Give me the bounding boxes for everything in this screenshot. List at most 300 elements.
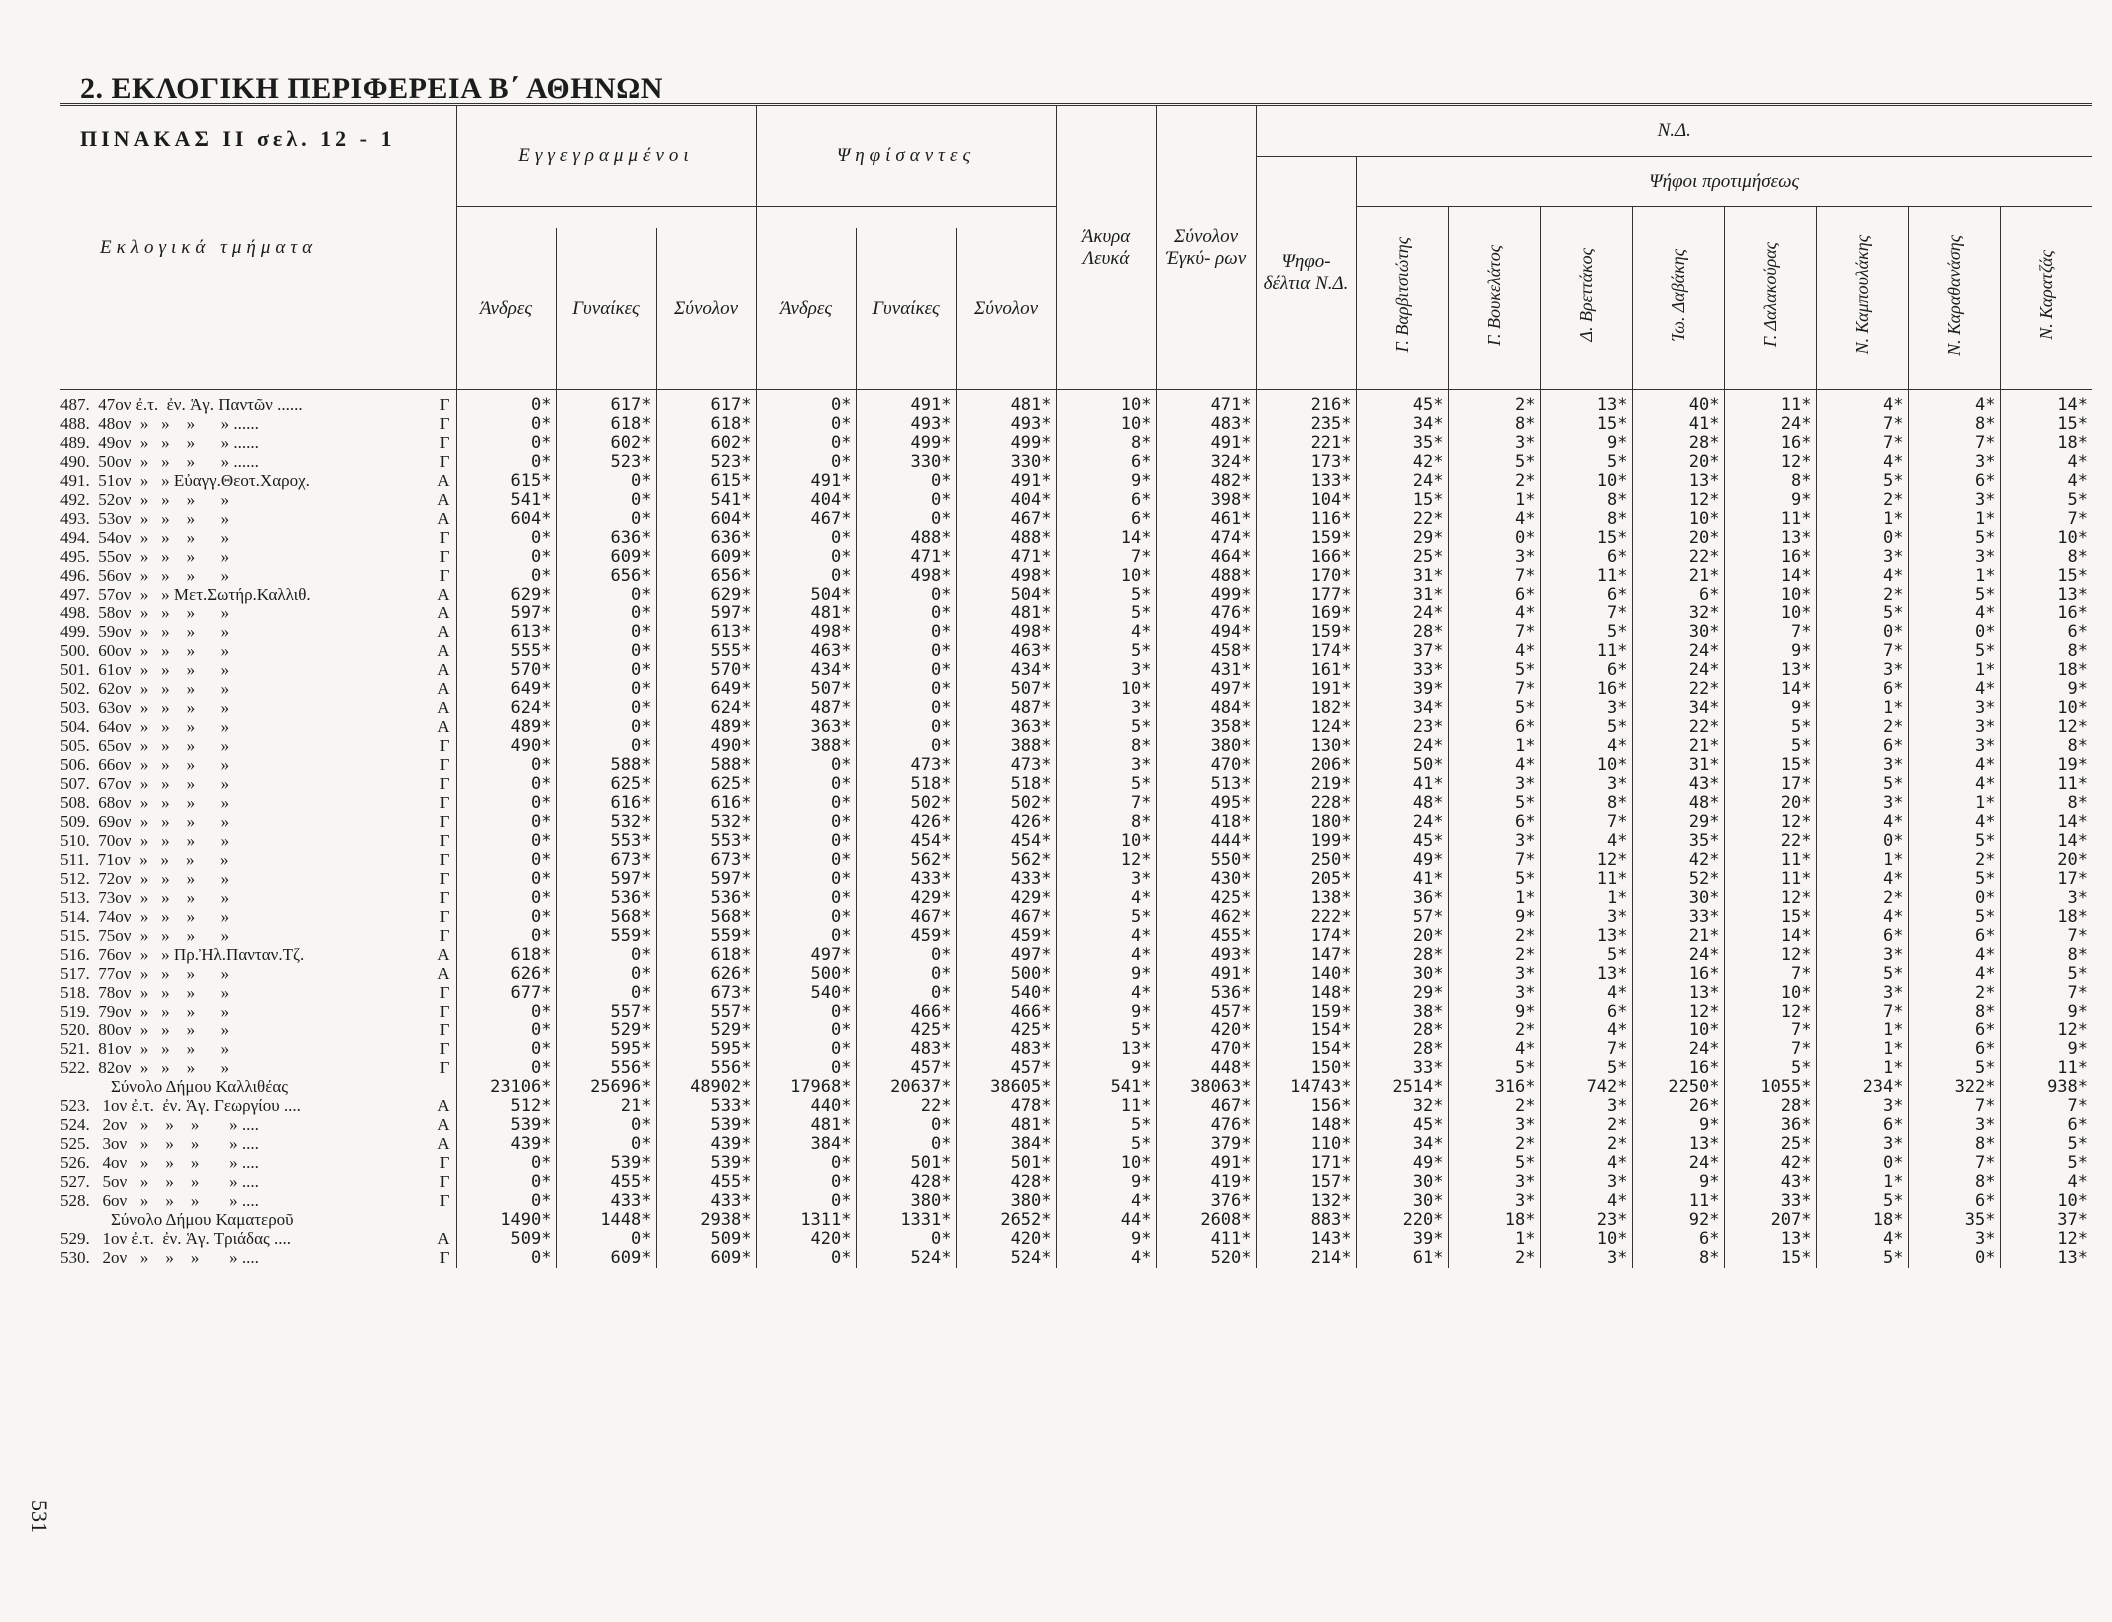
- cell-value: 7*: [1724, 1040, 1816, 1059]
- cell-value: 10*: [2000, 529, 2092, 548]
- cell-value: 7*: [1816, 1003, 1908, 1022]
- cell-value: 0*: [456, 529, 556, 548]
- cell-value: 0*: [456, 756, 556, 775]
- cell-value: 7*: [1056, 794, 1156, 813]
- cell-value: 3*: [1816, 794, 1908, 813]
- cell-value: 0*: [456, 567, 556, 586]
- row-label-cell: [60, 586, 456, 605]
- cell-value: 5*: [1056, 908, 1156, 927]
- row-label-cell: [60, 434, 456, 453]
- cell-value: 2*: [1816, 586, 1908, 605]
- cell-value: 31*: [1356, 567, 1448, 586]
- header-candidate-1: Γ. Βουκελάτος: [1448, 207, 1540, 390]
- cell-value: 4*: [1816, 813, 1908, 832]
- cell-value: 222*: [1256, 908, 1356, 927]
- cell-value: 3*: [1448, 1173, 1540, 1192]
- cell-value: 7*: [1908, 1154, 2000, 1173]
- cell-value: 15*: [1356, 491, 1448, 510]
- cell-value: 0*: [456, 548, 556, 567]
- cell-value: 6*: [1540, 586, 1632, 605]
- table-row: [60, 1249, 2092, 1268]
- cell-value: 43*: [1632, 775, 1724, 794]
- table-row: [60, 529, 2092, 548]
- cell-value: 466*: [956, 1003, 1056, 1022]
- cell-value: 473*: [956, 756, 1056, 775]
- cell-value: 12*: [1632, 1003, 1724, 1022]
- cell-value: 2*: [1448, 946, 1540, 965]
- cell-value: 24*: [1724, 415, 1816, 434]
- cell-value: 5*: [1448, 1154, 1540, 1173]
- cell-value: 21*: [1632, 927, 1724, 946]
- cell-value: 8*: [1056, 737, 1156, 756]
- cell-value: 8*: [1908, 415, 2000, 434]
- cell-value: 159*: [1256, 529, 1356, 548]
- cell-value: 553*: [556, 832, 656, 851]
- cell-value: 3*: [1540, 1249, 1632, 1268]
- cell-value: 426*: [956, 813, 1056, 832]
- cell-value: 28*: [1724, 1097, 1816, 1116]
- cell-value: 488*: [1156, 567, 1256, 586]
- cell-value: 17968*: [756, 1078, 856, 1097]
- cell-value: 473*: [856, 756, 956, 775]
- cell-value: 30*: [1632, 889, 1724, 908]
- row-label: 515. 75ον » » » »: [60, 926, 230, 945]
- row-type: Α: [437, 718, 450, 737]
- cell-value: 0*: [556, 680, 656, 699]
- cell-value: 3*: [1816, 1097, 1908, 1116]
- cell-value: 499*: [856, 434, 956, 453]
- cell-value: 499*: [956, 434, 1056, 453]
- cell-value: 37*: [2000, 1211, 2092, 1230]
- row-label-cell: [60, 1021, 456, 1040]
- cell-value: 17*: [2000, 870, 2092, 889]
- table-row: [60, 1192, 2092, 1211]
- cell-value: 216*: [1256, 390, 1356, 415]
- cell-value: 14743*: [1256, 1078, 1356, 1097]
- row-label: 524. 2ον » » » » ....: [60, 1116, 259, 1135]
- cell-value: 33*: [1356, 661, 1448, 680]
- cell-value: 6*: [1632, 586, 1724, 605]
- cell-value: 629*: [656, 586, 756, 605]
- cell-value: 0*: [556, 604, 656, 623]
- cell-value: 488*: [856, 529, 956, 548]
- cell-value: 12*: [1724, 813, 1816, 832]
- cell-value: 429*: [856, 889, 956, 908]
- cell-value: 7*: [1724, 965, 1816, 984]
- row-type: Γ: [439, 1173, 450, 1192]
- row-label: 516. 76ον » » Πρ.Ἠλ.Πανταν.Τζ.: [60, 945, 305, 964]
- cell-value: 44*: [1056, 1211, 1156, 1230]
- cell-value: 22*: [1356, 510, 1448, 529]
- cell-value: 481*: [956, 604, 1056, 623]
- row-type: Γ: [439, 414, 450, 433]
- cell-value: 500*: [956, 965, 1056, 984]
- row-type: Γ: [439, 869, 450, 888]
- cell-value: 388*: [756, 737, 856, 756]
- cell-value: 14*: [1724, 680, 1816, 699]
- cell-value: 33*: [1356, 1059, 1448, 1078]
- row-label-cell: [60, 1003, 456, 1022]
- cell-value: 493*: [1156, 946, 1256, 965]
- cell-value: 30*: [1356, 965, 1448, 984]
- cell-value: 0*: [856, 946, 956, 965]
- cell-value: 6*: [1908, 1040, 2000, 1059]
- table-row: [60, 1097, 2092, 1116]
- cell-value: 6*: [1448, 718, 1540, 737]
- row-type: Γ: [439, 926, 450, 945]
- cell-value: 132*: [1256, 1192, 1356, 1211]
- cell-value: 3*: [1908, 548, 2000, 567]
- cell-value: 7*: [1540, 604, 1632, 623]
- cell-value: 4*: [1908, 604, 2000, 623]
- row-type: Γ: [439, 888, 450, 907]
- row-label-cell: [60, 699, 456, 718]
- cell-value: 1448*: [556, 1211, 656, 1230]
- row-type: Γ: [439, 1059, 450, 1078]
- cell-value: 8*: [1540, 491, 1632, 510]
- cell-value: 518*: [856, 775, 956, 794]
- cell-value: 0*: [456, 390, 556, 415]
- cell-value: 487*: [756, 699, 856, 718]
- cell-value: 0*: [556, 472, 656, 491]
- cell-value: 474*: [1156, 529, 1256, 548]
- header-candidate-6: Ν. Καραθανάσης: [1908, 207, 2000, 390]
- cell-value: 24*: [1356, 472, 1448, 491]
- cell-value: 464*: [1156, 548, 1256, 567]
- cell-value: 457*: [1156, 1003, 1256, 1022]
- cell-value: 363*: [956, 718, 1056, 737]
- cell-value: 154*: [1256, 1040, 1356, 1059]
- cell-value: 4*: [1540, 984, 1632, 1003]
- cell-value: 507*: [756, 680, 856, 699]
- cell-value: 22*: [1724, 832, 1816, 851]
- header-valid: Σύνολον Έγκύ- ρων: [1156, 105, 1256, 390]
- table-row: [60, 737, 2092, 756]
- cell-value: 8*: [2000, 737, 2092, 756]
- cell-value: 13*: [1540, 927, 1632, 946]
- cell-value: 0*: [456, 434, 556, 453]
- cell-value: 4*: [1816, 908, 1908, 927]
- cell-value: 0*: [856, 718, 956, 737]
- cell-value: 0*: [756, 889, 856, 908]
- cell-value: 2*: [1448, 1021, 1540, 1040]
- cell-value: 4*: [1540, 832, 1632, 851]
- cell-value: 15*: [2000, 415, 2092, 434]
- cell-value: 219*: [1256, 775, 1356, 794]
- row-label: 492. 52ον » » » »: [60, 490, 230, 509]
- cell-value: 3*: [1448, 548, 1540, 567]
- cell-value: 0*: [856, 586, 956, 605]
- cell-value: 483*: [856, 1040, 956, 1059]
- cell-value: 4*: [1056, 623, 1156, 642]
- cell-value: 26*: [1632, 1097, 1724, 1116]
- table-row: [60, 434, 2092, 453]
- cell-value: 509*: [656, 1230, 756, 1249]
- cell-value: 17*: [1724, 775, 1816, 794]
- cell-value: 3*: [1540, 908, 1632, 927]
- row-label-cell: [60, 491, 456, 510]
- cell-value: 539*: [456, 1116, 556, 1135]
- cell-value: 29*: [1632, 813, 1724, 832]
- cell-value: 6*: [1056, 510, 1156, 529]
- cell-value: 2652*: [956, 1211, 1056, 1230]
- row-label: 510. 70ον » » » »: [60, 831, 230, 850]
- cell-value: 21*: [556, 1097, 656, 1116]
- cell-value: 20637*: [856, 1078, 956, 1097]
- cell-value: 12*: [1540, 851, 1632, 870]
- cell-value: 617*: [556, 390, 656, 415]
- cell-value: 49*: [1356, 851, 1448, 870]
- cell-value: 0*: [756, 775, 856, 794]
- cell-value: 8*: [1448, 415, 1540, 434]
- row-label: 530. 2ον » » » » ....: [60, 1248, 259, 1267]
- cell-value: 513*: [1156, 775, 1256, 794]
- cell-value: 3*: [1540, 1097, 1632, 1116]
- cell-value: 10*: [1056, 390, 1156, 415]
- cell-value: 182*: [1256, 699, 1356, 718]
- cell-value: 4*: [1540, 1192, 1632, 1211]
- row-label: 528. 6ον » » » » ....: [60, 1192, 259, 1211]
- row-label: 508. 68ον » » » »: [60, 794, 230, 813]
- cell-value: 10*: [1056, 415, 1156, 434]
- cell-value: 504*: [756, 586, 856, 605]
- cell-value: 938*: [2000, 1078, 2092, 1097]
- cell-value: 656*: [556, 567, 656, 586]
- cell-value: 28*: [1356, 623, 1448, 642]
- cell-value: 16*: [1724, 434, 1816, 453]
- cell-value: 8*: [2000, 548, 2092, 567]
- cell-value: 420*: [956, 1230, 1056, 1249]
- cell-value: 14*: [2000, 832, 2092, 851]
- cell-value: 481*: [756, 604, 856, 623]
- cell-value: 0*: [456, 1249, 556, 1268]
- cell-value: 24*: [1356, 604, 1448, 623]
- cell-value: 45*: [1356, 1116, 1448, 1135]
- cell-value: 8*: [1908, 1003, 2000, 1022]
- cell-value: 0*: [856, 1135, 956, 1154]
- cell-value: 454*: [956, 832, 1056, 851]
- row-type: Γ: [439, 794, 450, 813]
- cell-value: 379*: [1156, 1135, 1256, 1154]
- cell-value: 1*: [1816, 1040, 1908, 1059]
- cell-value: 0*: [456, 415, 556, 434]
- cell-value: 10*: [1540, 472, 1632, 491]
- cell-value: 524*: [856, 1249, 956, 1268]
- cell-value: 14*: [2000, 813, 2092, 832]
- row-label-cell: [60, 889, 456, 908]
- header-candidate-2: Δ. Βρεττάκος: [1540, 207, 1632, 390]
- cell-value: 536*: [1156, 984, 1256, 1003]
- cell-value: 36*: [1356, 889, 1448, 908]
- cell-value: 5*: [1540, 946, 1632, 965]
- cell-value: 0*: [456, 870, 556, 889]
- cell-value: 4*: [1816, 870, 1908, 889]
- cell-value: 491*: [1156, 434, 1256, 453]
- row-type: Γ: [439, 756, 450, 775]
- cell-value: 8*: [1632, 1249, 1724, 1268]
- cell-value: 37*: [1356, 642, 1448, 661]
- cell-value: 3*: [1448, 1116, 1540, 1135]
- cell-value: 3*: [1816, 984, 1908, 1003]
- cell-value: 616*: [656, 794, 756, 813]
- cell-value: 1*: [1448, 889, 1540, 908]
- cell-value: 5*: [1056, 718, 1156, 737]
- cell-value: 0*: [456, 453, 556, 472]
- cell-value: 0*: [456, 851, 556, 870]
- cell-value: 92*: [1632, 1211, 1724, 1230]
- row-label-cell: [60, 813, 456, 832]
- cell-value: 3*: [1816, 1135, 1908, 1154]
- cell-value: 15*: [1724, 756, 1816, 775]
- cell-value: 49*: [1356, 1154, 1448, 1173]
- cell-value: 11*: [1056, 1097, 1156, 1116]
- cell-value: 1*: [1540, 889, 1632, 908]
- cell-value: 15*: [1724, 1249, 1816, 1268]
- cell-value: 604*: [456, 510, 556, 529]
- header-voted-women: Γυναίκες: [856, 228, 956, 389]
- cell-value: 5*: [1724, 737, 1816, 756]
- header-nd-ballots: Ψηφο- δέλτια Ν.Δ.: [1256, 157, 1356, 390]
- cell-value: 6*: [2000, 1116, 2092, 1135]
- cell-value: 14*: [1724, 567, 1816, 586]
- cell-value: 5*: [1056, 586, 1156, 605]
- cell-value: 462*: [1156, 908, 1256, 927]
- cell-value: 568*: [556, 908, 656, 927]
- cell-value: 624*: [656, 699, 756, 718]
- table-row: [60, 908, 2092, 927]
- cell-value: 104*: [1256, 491, 1356, 510]
- row-label: 525. 3ον » » » » ....: [60, 1135, 259, 1154]
- cell-value: 615*: [656, 472, 756, 491]
- cell-value: 481*: [956, 390, 1056, 415]
- row-label: 511. 71ον » » » »: [60, 850, 229, 869]
- header-candidate-4: Γ. Δαλακούρας: [1724, 207, 1816, 390]
- row-label-cell: [60, 832, 456, 851]
- cell-value: 11*: [1540, 642, 1632, 661]
- cell-value: 205*: [1256, 870, 1356, 889]
- cell-value: 454*: [856, 832, 956, 851]
- cell-value: 461*: [1156, 510, 1256, 529]
- cell-value: 1055*: [1724, 1078, 1816, 1097]
- cell-value: 467*: [956, 510, 1056, 529]
- cell-value: 481*: [956, 1116, 1056, 1135]
- cell-value: 0*: [756, 832, 856, 851]
- row-label: 490. 50ον » » » » ......: [60, 452, 259, 471]
- cell-value: 143*: [1256, 1230, 1356, 1249]
- cell-value: 2*: [1448, 472, 1540, 491]
- header-registered: Εγγεγραμμένοι: [456, 105, 756, 207]
- cell-value: 0*: [556, 737, 656, 756]
- cell-value: 0*: [556, 623, 656, 642]
- cell-value: 384*: [756, 1135, 856, 1154]
- cell-value: 207*: [1724, 1211, 1816, 1230]
- cell-value: 25*: [1724, 1135, 1816, 1154]
- cell-value: 0*: [556, 699, 656, 718]
- cell-value: 380*: [856, 1192, 956, 1211]
- cell-value: 324*: [1156, 453, 1256, 472]
- cell-value: 595*: [556, 1040, 656, 1059]
- cell-value: 502*: [856, 794, 956, 813]
- row-type: Γ: [439, 907, 450, 926]
- cell-value: 25*: [1356, 548, 1448, 567]
- cell-value: 21*: [1632, 567, 1724, 586]
- header-candidate-0: Γ. Βαρβιτσιώτης: [1356, 207, 1448, 390]
- row-type: [450, 1211, 452, 1230]
- cell-value: 0*: [756, 1192, 856, 1211]
- cell-value: 3*: [1056, 870, 1156, 889]
- cell-value: 161*: [1256, 661, 1356, 680]
- header-voted: Ψηφίσαντες: [756, 105, 1056, 207]
- cell-value: 6*: [1540, 1003, 1632, 1022]
- cell-value: 12*: [2000, 1230, 2092, 1249]
- header-registered-men: Άνδρες: [456, 228, 556, 389]
- cell-value: 38063*: [1156, 1078, 1256, 1097]
- cell-value: 509*: [456, 1230, 556, 1249]
- cell-value: 636*: [556, 529, 656, 548]
- cell-value: 0*: [556, 491, 656, 510]
- cell-value: 173*: [1256, 453, 1356, 472]
- cell-value: 214*: [1256, 1249, 1356, 1268]
- cell-value: 9*: [1540, 434, 1632, 453]
- cell-value: 2*: [1448, 1135, 1540, 1154]
- cell-value: 455*: [1156, 927, 1256, 946]
- cell-value: 48902*: [656, 1078, 756, 1097]
- cell-value: 8*: [1540, 794, 1632, 813]
- table-row: [60, 1078, 2092, 1097]
- cell-value: 602*: [556, 434, 656, 453]
- cell-value: 5*: [1816, 775, 1908, 794]
- cell-value: 467*: [956, 908, 1056, 927]
- cell-value: 31*: [1632, 756, 1724, 775]
- cell-value: 540*: [956, 984, 1056, 1003]
- table-row: [60, 567, 2092, 586]
- cell-value: 504*: [956, 586, 1056, 605]
- row-type: Α: [437, 699, 450, 718]
- cell-value: 13*: [2000, 586, 2092, 605]
- cell-value: 0*: [1816, 832, 1908, 851]
- cell-value: 490*: [456, 737, 556, 756]
- cell-value: 613*: [456, 623, 556, 642]
- cell-value: 206*: [1256, 756, 1356, 775]
- cell-value: 31*: [1356, 586, 1448, 605]
- cell-value: 613*: [656, 623, 756, 642]
- cell-value: 6*: [1816, 927, 1908, 946]
- cell-value: 23106*: [456, 1078, 556, 1097]
- row-type: Α: [437, 1229, 450, 1248]
- cell-value: 459*: [856, 927, 956, 946]
- cell-value: 624*: [456, 699, 556, 718]
- row-label: 501. 61ον » » » »: [60, 661, 230, 680]
- cell-value: 6*: [1908, 927, 2000, 946]
- cell-value: 0*: [456, 1021, 556, 1040]
- cell-value: 7*: [1448, 851, 1540, 870]
- cell-value: 250*: [1256, 851, 1356, 870]
- cell-value: 2*: [1908, 851, 2000, 870]
- row-type: Γ: [439, 547, 450, 566]
- cell-value: 13*: [1540, 965, 1632, 984]
- cell-value: 471*: [1156, 390, 1256, 415]
- cell-value: 0*: [756, 756, 856, 775]
- cell-value: 500*: [756, 965, 856, 984]
- cell-value: 43*: [1724, 1173, 1816, 1192]
- cell-value: 1*: [1816, 1059, 1908, 1078]
- cell-value: 466*: [856, 1003, 956, 1022]
- row-type: Γ: [439, 831, 450, 850]
- cell-value: 1*: [1908, 794, 2000, 813]
- row-label-cell: [60, 718, 456, 737]
- cell-value: 10*: [1056, 567, 1156, 586]
- cell-value: 428*: [956, 1173, 1056, 1192]
